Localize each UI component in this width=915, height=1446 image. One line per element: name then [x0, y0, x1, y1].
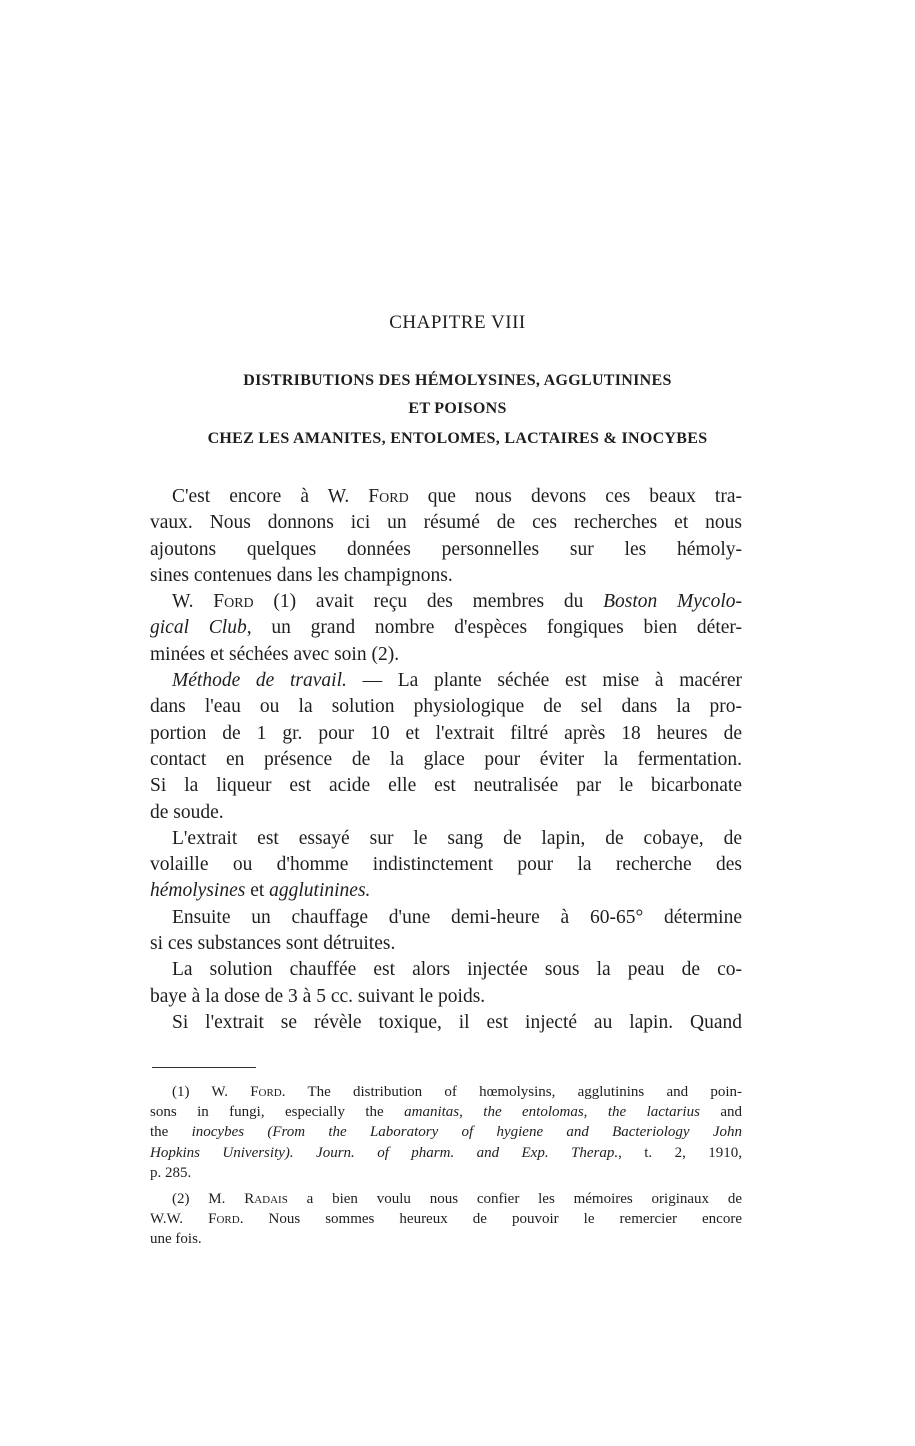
footnote-2-line: une fois.: [150, 1231, 202, 1248]
text-line: Ensuite un chauffage d'une demi-heure à 60-65° détermine: [172, 906, 742, 928]
footnote-rule: [152, 1067, 256, 1068]
text-line: minées et séchées avec soin (2).: [150, 643, 400, 665]
text-line: vaux. Nous donnons ici un résumé de ces recherches et nous: [150, 512, 742, 534]
text-line: La solution chauffée est alors injectée sous la peau de co-: [172, 959, 742, 981]
chapter-title-line-3: CHEZ LES AMANITES, ENTOLOMES, LACTAIRES & INOCYBES: [207, 430, 708, 447]
chapter-heading: CHAPITRE VIII: [389, 312, 526, 333]
footnote-1-line: p. 285.: [150, 1164, 192, 1181]
text-line: Si l'extrait se révèle toxique, il est injecté au lapin. Quand: [172, 1011, 742, 1033]
text-line: de soude.: [150, 801, 224, 823]
footnote-2-line: W.W. Ford. Nous sommes heureux de pouvoir le remercier encore: [150, 1211, 742, 1228]
text-line: contact en présence de la glace pour éviter la fermentation.: [150, 748, 742, 770]
text-line: ajoutons quelques données personnelles sur les hémoly-: [150, 538, 742, 560]
footnotes: [150, 1082, 742, 1250]
text-line: sines contenues dans les champignons.: [150, 564, 453, 586]
text-line: dans l'eau ou la solution physiologique de sel dans la pro-: [150, 696, 742, 718]
body-text: [150, 484, 742, 1036]
text-line: portion de 1 gr. pour 10 et l'extrait filtré après 18 heures de: [150, 722, 742, 744]
text-line: volaille ou d'homme indistinctement pour la recherche des: [150, 854, 742, 876]
text-line: W. Ford (1) avait reçu des membres du Boston Mycolo-: [172, 591, 742, 613]
footnote-1-line: Hopkins University). Journ. of pharm. and Exp. Therap., t. 2, 1910,: [150, 1144, 742, 1161]
text-line: Méthode de travail. — La plante séchée est mise à macérer: [172, 670, 743, 692]
chapter-title-line-2: ET POISONS: [408, 400, 507, 417]
text-line: si ces substances sont détruites.: [150, 933, 396, 955]
text-line: L'extrait est essayé sur le sang de lapin, de cobaye, de: [172, 827, 742, 849]
text-line: hémolysines et agglutinines.: [150, 880, 371, 902]
footnote-2-line: (2) M. Radais a bien voulu nous confier les mémoires originaux de: [172, 1190, 743, 1207]
footnote-1-line: the inocybes (From the Laboratory of hygiene and Bacteriology John: [150, 1124, 743, 1141]
text-line: C'est encore à W. Ford que nous devons ces beaux tra-: [172, 486, 742, 507]
text-line: baye à la dose de 3 à 5 cc. suivant le poids.: [150, 985, 486, 1007]
text-line: gical Club, un grand nombre d'espèces fongiques bien déter-: [150, 617, 742, 639]
chapter-title-line-1: DISTRIBUTIONS DES HÉMOLYSINES, AGGLUTININES: [243, 372, 672, 389]
footnote-1-line: (1) W. Ford. The distribution of hœmolysins, agglutinins and poin-: [172, 1084, 742, 1100]
text-line: Si la liqueur est acide elle est neutralisée par le bicarbonate: [150, 775, 742, 797]
footnote-1-line: sons in fungi, especially the amanitas, the entolomas, the lactarius and: [150, 1104, 742, 1121]
